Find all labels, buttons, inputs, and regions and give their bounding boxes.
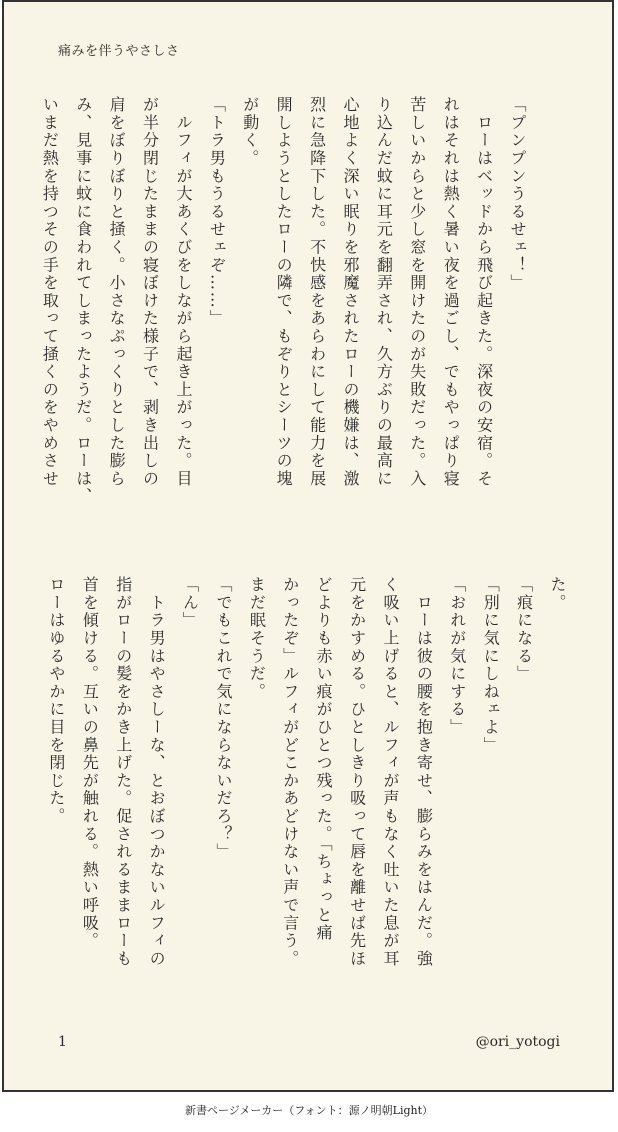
body-text-upper (40, 96, 534, 566)
text-line: 「痕になる」 (514, 576, 534, 683)
page-title: 痛みを伴うやさしさ (58, 44, 180, 59)
text-line: 肩をぼりぼりと掻く。小さなぷっくりとした膨ら (107, 96, 127, 488)
text-line: 心地よく深い眠りを邪魔されたローの機嫌は、激 (340, 96, 360, 488)
text-line: ローは彼の腰を抱き寄せ、膨らみをはんだ。強 (414, 576, 434, 968)
text-line: く吸い上げると、ルフィが声もなく吐いた息が耳 (380, 576, 400, 968)
text-line: 「ん」 (180, 576, 200, 630)
text-line: どよりも赤い痕がひとつ残った。「ちょっと痛 (314, 576, 334, 942)
book-page (2, 0, 614, 1092)
generator-credit: 新書ページメーカー（フォント：源ノ明朝Light） (184, 1104, 434, 1117)
text-line: ルフィが大あくびをしながら起き上がった。目 (173, 96, 193, 488)
body-text-lower (46, 576, 574, 1046)
text-line: 開しようとしたローの隣で、もぞりとシーツの塊 (274, 96, 294, 488)
text-line: 「別に気にしねェよ」 (481, 576, 501, 754)
text-line: 烈に急降下した。不快感をあらわにして能力を展 (307, 96, 327, 488)
text-line: れはそれは熱く暑い夜を過ごし、でもやっぱり寝 (441, 96, 461, 488)
text-line: 指がローの髪をかき上げた。促されるままローも (113, 576, 133, 968)
text-line: トラ男はやさしーな、とおぼつかないルフィの (147, 576, 167, 968)
text-line: かったぞ」ルフィがどこかあどけない声で言う。 (280, 576, 300, 968)
text-line: が半分閉じたままの寝ぼけた様子で、剥き出しの (140, 96, 160, 488)
text-line: 「トラ男もうるせェぞ……」 (207, 96, 227, 328)
text-line: が動く。 (240, 96, 260, 168)
text-line: ローはゆるやかに目を閉じた。 (46, 576, 66, 826)
page-number: 1 (58, 1034, 67, 1050)
text-line: た。 (548, 576, 567, 612)
text-line: 「プンプンうるせェ！」 (508, 96, 527, 292)
text-line: み、見事に蚊に食われてしまったようだ。ローは、 (73, 96, 93, 506)
text-line: 元をかすめる。ひとしきり吸って唇を離せば先ほ (347, 576, 367, 968)
text-line: 「でもこれで気にならないだろ？」 (213, 576, 233, 861)
author-handle: @ori_yotogi (475, 1034, 560, 1050)
text-line: 苦しいからと少し窓を開けたのが失敗だった。入 (407, 96, 427, 488)
text-line: まだ眠そうだ。 (247, 576, 267, 701)
text-line: 「おれが気にする」 (447, 576, 467, 737)
text-line: いまだ熱を持つその手を取って掻くのをやめさせ (40, 96, 60, 488)
text-line: ローはベッドから飛び起きた。深夜の安宿。そ (474, 96, 494, 488)
text-line: り込んだ蚊に耳元を翻弄され、久方ぶりの最高に (374, 96, 394, 488)
text-line: 首を傾ける。互いの鼻先が触れる。熱い呼吸。 (80, 576, 100, 950)
